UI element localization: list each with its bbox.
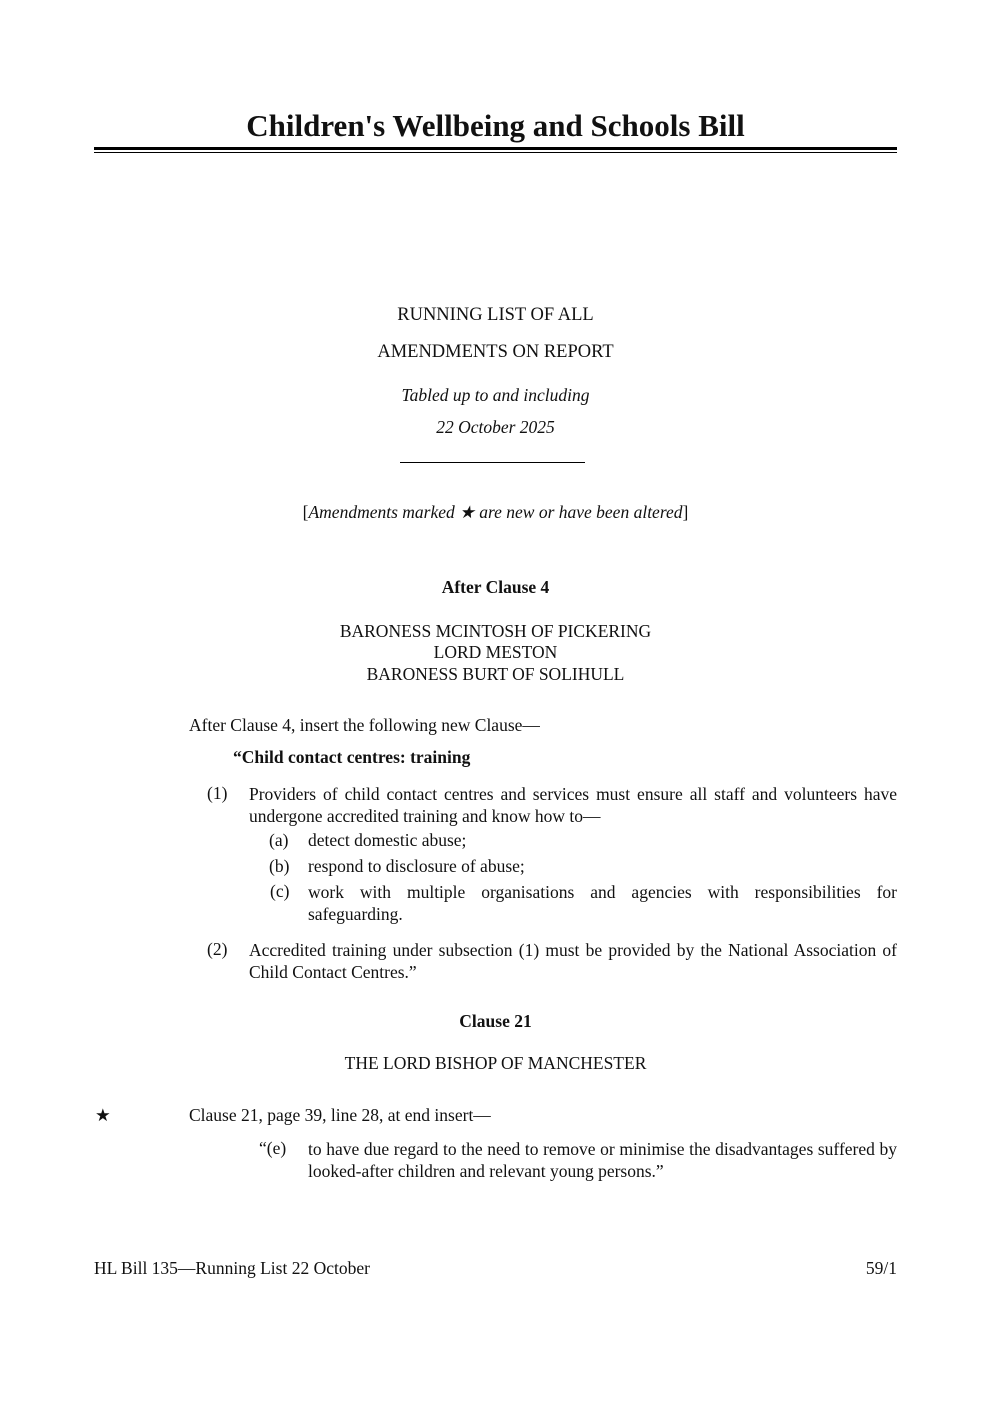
heading-clause-21: Clause 21: [459, 1011, 532, 1031]
title-rule-thin: [94, 152, 897, 153]
paragraph-text: respond to disclosure of abuse;: [308, 856, 525, 876]
paragraph-text: to have due regard to the need to remove or minimise the disadvantages suffered by looked-after children and relevant young persons.”: [308, 1139, 897, 1181]
paragraph-number: (c): [270, 881, 290, 901]
amendment-note: [Amendments marked ★ are new or have been altered]: [302, 502, 689, 522]
tabled-date: 22 October 2025: [436, 417, 555, 437]
clause-title: “Child contact centres: training: [233, 747, 471, 767]
member-name: BARONESS BURT OF SOLIHULL: [366, 664, 625, 684]
footer-page-number: 59/1: [865, 1258, 897, 1278]
cover-line-1: RUNNING LIST OF ALL: [397, 305, 594, 325]
heading-after-clause-4: After Clause 4: [441, 577, 550, 597]
paragraph-text: detect domestic abuse;: [308, 830, 467, 850]
instruction: After Clause 4, insert the following new Clause—: [189, 715, 540, 735]
member-name: THE LORD BISHOP OF MANCHESTER: [344, 1053, 647, 1073]
star-marker-icon: ★: [95, 1105, 111, 1125]
subsection-number: (1): [207, 783, 228, 803]
subsection-text: Accredited training under subsection (1) must be provided by the National Association of Child Contact Centres.”: [249, 940, 897, 982]
tabled-line-1: Tabled up to and including: [401, 385, 590, 405]
cover-line-2: AMENDMENTS ON REPORT: [377, 342, 614, 362]
title-rule-thick: [94, 147, 897, 150]
paragraph-text: work with multiple organisations and agencies with responsibilities for safeguarding.: [308, 882, 897, 924]
subsection-text: Providers of child contact centres and services must ensure all staff and volunteers have undergone accredited training and know how to—: [249, 784, 897, 826]
footer-left: HL Bill 135—Running List 22 October: [94, 1258, 370, 1278]
paragraph-number: (a): [269, 830, 289, 850]
divider: [400, 462, 585, 463]
paragraph-number: (b): [269, 856, 290, 876]
member-name: LORD MESTON: [433, 642, 558, 662]
subsection-number: (2): [207, 939, 228, 959]
paragraph-number: “(e): [259, 1138, 287, 1158]
bill-title: Children's Wellbeing and Schools Bill: [246, 108, 745, 143]
instruction: Clause 21, page 39, line 28, at end insert—: [189, 1105, 491, 1125]
member-name: BARONESS MCINTOSH OF PICKERING: [339, 621, 652, 641]
